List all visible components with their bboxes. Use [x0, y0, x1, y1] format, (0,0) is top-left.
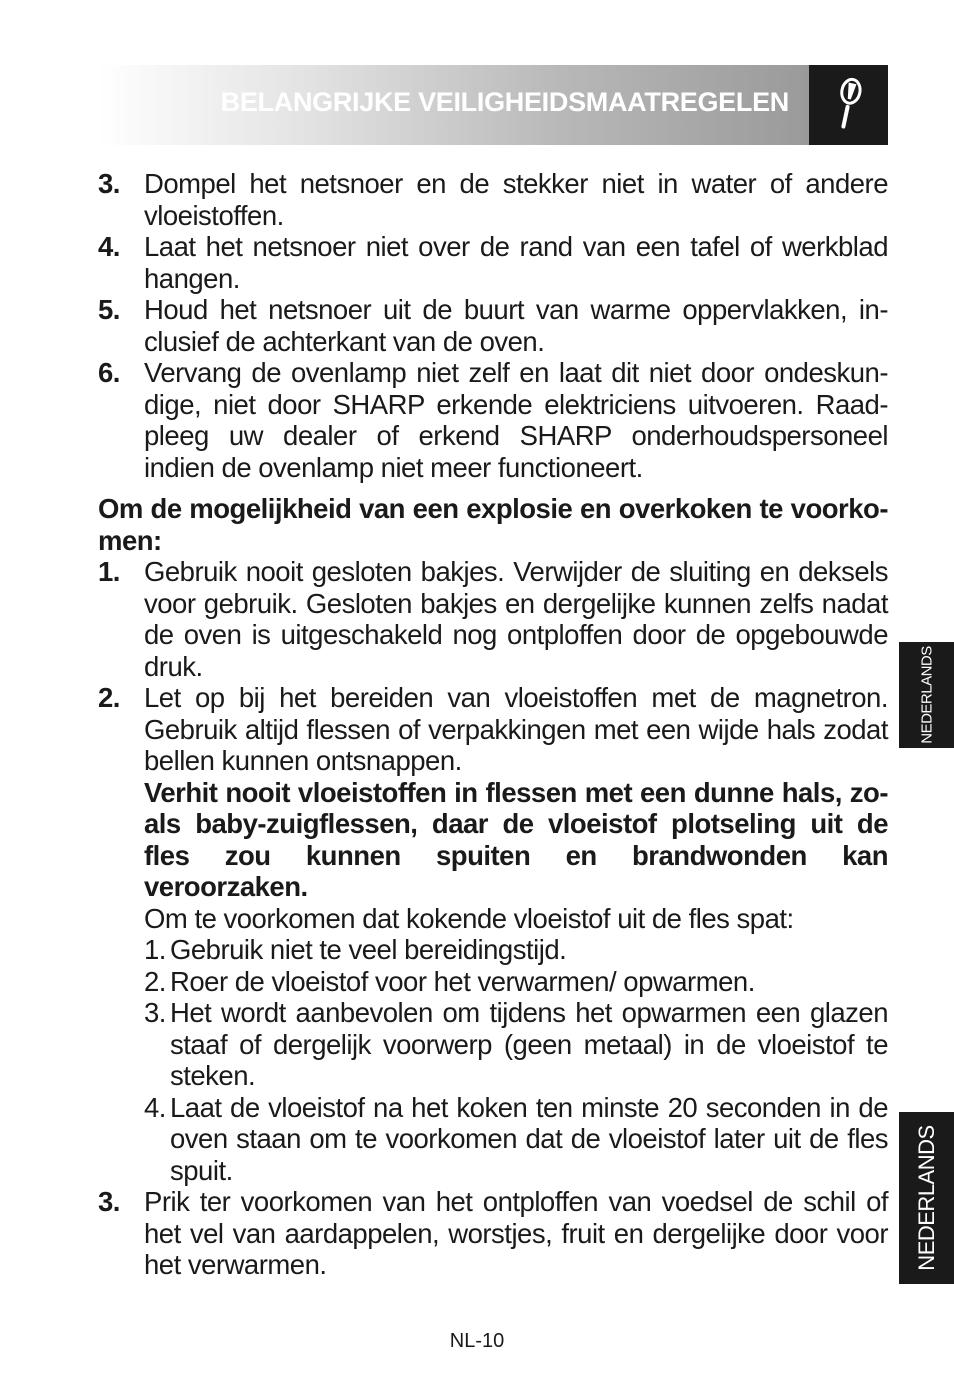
section-heading: Om de mogelijkheid van een explosie en overkoken te voorko-men:: [98, 493, 888, 556]
sublist-number: 3.: [144, 997, 166, 1028]
sublist-item: [144, 1092, 888, 1187]
item-number: 1.: [98, 556, 120, 587]
sublist-text: Gebruik niet te veel bereidingstijd.: [170, 934, 567, 965]
list-item: [98, 231, 888, 294]
sublist-number: 2.: [144, 965, 166, 997]
sublist-item: [144, 934, 888, 966]
list-item: [98, 1186, 888, 1281]
item-text: Prik ter voorkomen van het ontploffen van voedsel de schil of het vel van aardappelen, worstjes, fruit en dergelijke door voor het verwarmen.: [144, 1186, 888, 1280]
list-item: [98, 682, 888, 1186]
item-text: Houd het netsnoer uit de buurt van warme oppervlakken, in-clusief de achterkant van de oven.: [144, 294, 888, 357]
sublist-text: Het wordt aanbevolen om tijdens het opwarmen een glazen staaf of dergelijk voorwerp (geen metaal) in de vloeistof te steken.: [170, 997, 888, 1091]
list-item: [98, 294, 888, 357]
item-number: 2.: [98, 682, 120, 713]
item-text: Let op bij het bereiden van vloeistoffen met de magnetron. Gebruik altijd flessen of verpakkingen met een wijde hals zodat bellen kunnen ontsnappen.: [144, 682, 888, 776]
item-text: Vervang de ovenlamp niet zelf en laat dit niet door ondeskun-dige, niet door SHARP erkende elektriciens uitvoeren. Raad-pleeg uw dealer of erkend SHARP onderhoudspersoneel indien de ovenlamp niet meer functioneert.: [144, 357, 888, 483]
item-number: 4.: [98, 231, 120, 262]
section-title: BELANGRIJKE VEILIGHEIDSMAATREGELEN: [220, 87, 789, 117]
item-text: Gebruik nooit gesloten bakjes. Verwijder de sluiting en deksels voor gebruik. Gesloten bakjes en dergelijke kunnen zelfs nadat de oven is uitgeschakeld nog ontploffen door de opgebouwde druk.: [144, 556, 888, 682]
section-header-bar: [98, 65, 809, 145]
item-text: Dompel het netsnoer en de stekker niet in water of andere vloeistoffen.: [144, 168, 888, 231]
sublist-text: Roer de vloeistof voor het verwarmen/ opwarmen.: [170, 965, 755, 997]
list-item: [98, 556, 888, 682]
sublist-number: 1.: [144, 934, 166, 965]
item-number: 6.: [98, 357, 120, 388]
language-tab-label: NEDERLANDS: [918, 646, 935, 744]
item-body: [144, 682, 888, 1186]
sublist-text: Laat de vloeistof na het koken ten minste 20 seconden in de oven staan om te voorkomen dat de vloeistof later uit de fles spuit.: [170, 1091, 888, 1186]
warning-icon-box: [809, 65, 888, 145]
language-tab-small: [899, 642, 954, 748]
item-number: 3.: [98, 168, 120, 199]
language-tab-label: NEDERLANDS: [913, 1125, 939, 1271]
warning-exclamation-icon: [831, 75, 865, 135]
list-item: [98, 168, 888, 231]
sublist-intro: Om te voorkomen dat kokende vloeistof uit de fles spat:: [144, 902, 794, 934]
warning-text: Verhit nooit vloeistoffen in flessen met een dunne hals, zo-als baby-zuigflessen, daar de vloeistof plotseling uit de fles zou kunnen spuiten en brandwonden kan veroorzaken.: [144, 776, 888, 902]
list-item: [98, 357, 888, 483]
item-number: 3.: [98, 1186, 120, 1217]
page-content: [98, 168, 888, 1281]
page-number: NL-10: [449, 1330, 505, 1352]
item-number: 5.: [98, 294, 120, 325]
language-tab-large: [899, 1112, 954, 1284]
sublist-number: 4.: [144, 1091, 166, 1123]
sublist-item: [144, 966, 888, 998]
item-text: Laat het netsnoer niet over de rand van een tafel of werkblad hangen.: [144, 231, 888, 294]
sublist-item: [144, 997, 888, 1092]
